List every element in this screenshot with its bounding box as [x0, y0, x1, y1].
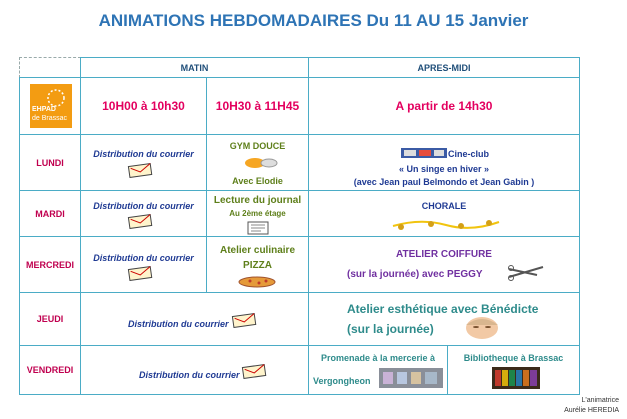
mardi-slot2-sub: Au 2ème étage — [229, 209, 286, 218]
lundi-slot2-title: GYM DOUCE — [229, 141, 286, 151]
vendredi-pm-right-text: Bibliotheque à Brassac — [463, 353, 564, 363]
day-mercredi: MERCREDI — [19, 236, 81, 293]
jeudi-pm — [308, 292, 580, 346]
mercredi-slot2 — [206, 236, 309, 293]
time-slot-3: A partir de 14h30 — [308, 77, 580, 135]
jeudi-pm-title: Atelier esthétique avec Bénédicte — [347, 302, 539, 316]
logo-line2: de Brassac — [32, 115, 68, 122]
mercredi-pm — [308, 236, 580, 293]
jeudi-morning — [80, 292, 309, 346]
face-care-icon — [462, 315, 504, 341]
lundi-pm-line3: (avec Jean paul Belmondo et Jean Gabin ) — [353, 177, 535, 187]
mardi-slot1-text: Distribution du courrier — [93, 201, 194, 211]
header-morning: MATIN — [80, 57, 309, 78]
signature-line1: L'animatrice — [581, 397, 619, 404]
time-slot-2: 10H30 à 11H45 — [206, 77, 309, 135]
mardi-slot2-title: Lecture du journal — [213, 195, 302, 206]
scissors-comb-icon — [507, 263, 547, 281]
mercredi-slot1 — [80, 236, 207, 293]
lundi-slot2-sub: Avec Elodie — [232, 176, 283, 186]
music-notes-icon — [391, 216, 501, 232]
mercredi-pm-title: ATELIER COIFFURE — [396, 249, 492, 260]
logo-cell — [19, 77, 81, 135]
lundi-slot2 — [206, 134, 309, 191]
vendredi-morning — [80, 345, 309, 395]
header-afternoon: APRES-MIDI — [308, 57, 580, 78]
vendredi-pm-left — [308, 345, 448, 395]
lundi-slot1-text: Distribution du courrier — [93, 149, 194, 159]
jeudi-morning-text: Distribution du courrier — [128, 319, 229, 329]
lundi-pm — [308, 134, 580, 191]
vendredi-pm-right — [447, 345, 580, 395]
signature-line2: Aurélie HEREDIA — [564, 407, 619, 414]
cinema-icon — [401, 146, 447, 160]
time-slot-1: 10H00 à 10h30 — [80, 77, 207, 135]
mail-icon — [127, 265, 155, 281]
shop-icon — [379, 368, 443, 388]
lundi-slot1 — [80, 134, 207, 191]
day-vendredi: VENDREDI — [19, 345, 81, 395]
mail-icon — [241, 363, 269, 379]
mercredi-pm-line2: (sur la journée) avec PEGGY — [347, 269, 483, 280]
pizza-icon — [237, 275, 277, 289]
ehpad-logo — [30, 84, 72, 128]
mail-icon — [127, 162, 155, 178]
day-jeudi: JEUDI — [19, 292, 81, 346]
vendredi-morning-text: Distribution du courrier — [139, 370, 240, 380]
gym-icon — [243, 154, 279, 172]
lundi-pm-line2: « Un singe en hiver » — [398, 164, 490, 174]
books-icon — [492, 367, 540, 389]
logo-line1: EHPAD — [32, 106, 56, 113]
mail-icon — [231, 312, 259, 328]
lundi-pm-title: Cine-club — [448, 149, 490, 159]
mail-icon — [127, 213, 155, 229]
mardi-pm — [308, 190, 580, 237]
vendredi-pm-left-line1: Promenade à la mercerie à — [320, 353, 436, 363]
day-lundi: LUNDI — [19, 134, 81, 191]
mercredi-slot2-sub: PIZZA — [243, 260, 272, 271]
corner-cell — [19, 57, 81, 78]
day-mardi: MARDI — [19, 190, 81, 237]
mardi-pm-title: CHORALE — [421, 201, 467, 211]
mardi-slot1 — [80, 190, 207, 237]
newspaper-icon — [247, 221, 269, 235]
mardi-slot2 — [206, 190, 309, 237]
vendredi-pm-left-line2: Vergongheon — [313, 376, 371, 386]
mercredi-slot2-title: Atelier culinaire — [219, 245, 296, 256]
jeudi-pm-line2: (sur la journée) — [347, 322, 434, 336]
page-title: ANIMATIONS HEBDOMADAIRES Du 11 AU 15 Janvier — [98, 11, 529, 30]
mercredi-slot1-text: Distribution du courrier — [93, 253, 194, 263]
